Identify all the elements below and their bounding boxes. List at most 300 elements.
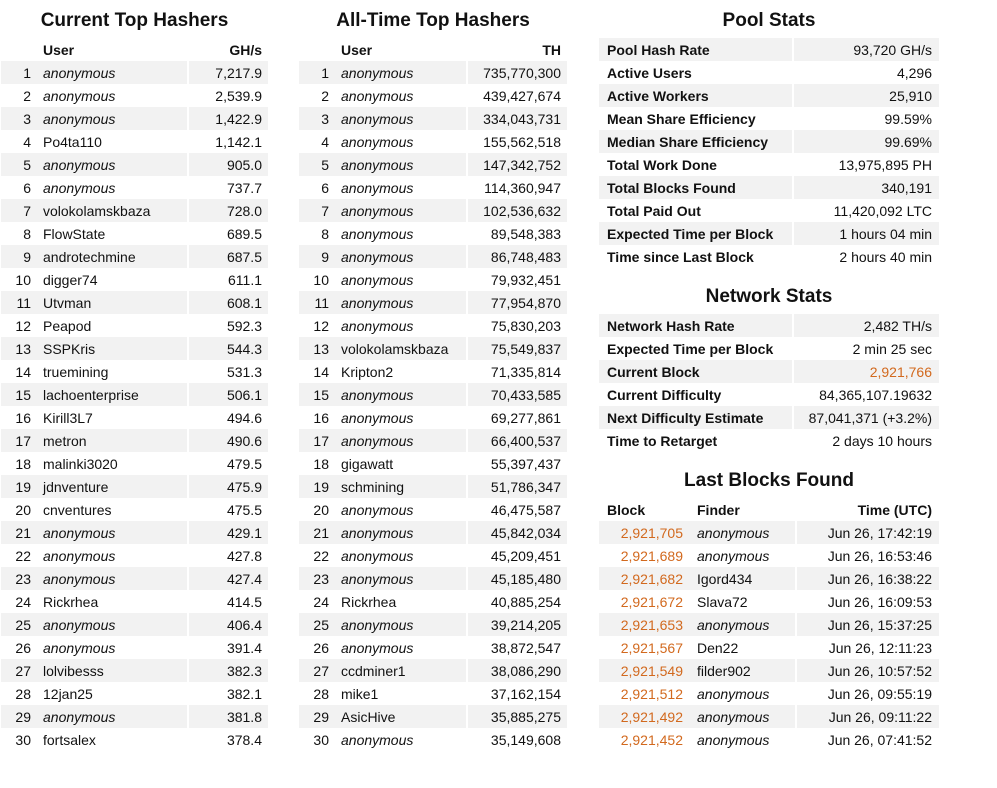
rank-cell: 9 <box>1 245 37 268</box>
rank-header <box>299 38 335 61</box>
table-row <box>1 590 268 613</box>
rank-cell: 7 <box>1 199 37 222</box>
table-row <box>599 590 939 613</box>
user-cell: digger74 <box>37 268 187 291</box>
last-blocks-title: Last Blocks Found <box>684 470 854 491</box>
rank-cell: 1 <box>299 61 335 84</box>
rank-cell: 19 <box>299 475 335 498</box>
user-cell: truemining <box>37 360 187 383</box>
stat-label: Time to Retarget <box>599 429 792 452</box>
rank-cell: 11 <box>299 291 335 314</box>
user-column-header: User <box>335 38 466 61</box>
rate-cell: 71,335,814 <box>466 360 567 383</box>
user-cell: cnventures <box>37 498 187 521</box>
rate-cell: 406.4 <box>187 613 268 636</box>
rate-cell: 77,954,870 <box>466 291 567 314</box>
stat-row <box>599 429 939 452</box>
user-cell: schmining <box>335 475 466 498</box>
rank-cell: 19 <box>1 475 37 498</box>
rate-cell: 1,422.9 <box>187 107 268 130</box>
time-cell: Jun 26, 16:53:46 <box>795 544 939 567</box>
user-cell: anonymous <box>37 153 187 176</box>
user-cell: anonymous <box>335 521 466 544</box>
rate-cell: 45,842,034 <box>466 521 567 544</box>
table-row <box>299 153 567 176</box>
finder-cell: anonymous <box>691 682 795 705</box>
table-row <box>1 245 268 268</box>
block-link[interactable]: 2,921,452 <box>599 728 691 751</box>
rank-cell: 30 <box>1 728 37 751</box>
rank-cell: 2 <box>1 84 37 107</box>
stat-row <box>599 406 939 429</box>
table-row <box>1 406 268 429</box>
table-row <box>1 728 268 751</box>
table-row <box>299 636 567 659</box>
table-row <box>1 107 268 130</box>
rank-cell: 23 <box>299 567 335 590</box>
table-row <box>299 360 567 383</box>
user-cell: Rickrhea <box>335 590 466 613</box>
rate-cell: 75,549,837 <box>466 337 567 360</box>
user-cell: anonymous <box>335 61 466 84</box>
table-row <box>1 130 268 153</box>
rank-cell: 15 <box>299 383 335 406</box>
pool-stats-table <box>599 38 939 268</box>
user-cell: jdnventure <box>37 475 187 498</box>
current-top-hashers-panel <box>1 0 268 751</box>
rank-cell: 22 <box>299 544 335 567</box>
stat-value: 2 hours 40 min <box>792 245 939 268</box>
table-row <box>299 199 567 222</box>
stat-label: Total Paid Out <box>599 199 792 222</box>
table-row <box>1 383 268 406</box>
table-row <box>1 314 268 337</box>
stat-row <box>599 38 939 61</box>
rate-cell: 35,885,275 <box>466 705 567 728</box>
user-cell: anonymous <box>335 222 466 245</box>
table-row <box>1 659 268 682</box>
table-row <box>1 521 268 544</box>
rate-cell: 689.5 <box>187 222 268 245</box>
rate-cell: 494.6 <box>187 406 268 429</box>
rank-cell: 28 <box>299 682 335 705</box>
user-cell: FlowState <box>37 222 187 245</box>
rate-cell: 611.1 <box>187 268 268 291</box>
rank-cell: 4 <box>1 130 37 153</box>
rate-cell: 475.5 <box>187 498 268 521</box>
table-row <box>1 360 268 383</box>
rank-cell: 14 <box>299 360 335 383</box>
table-row <box>299 567 567 590</box>
rank-cell: 8 <box>299 222 335 245</box>
alltime-top-hashers-title: All-Time Top Hashers <box>336 10 530 31</box>
stat-row <box>599 61 939 84</box>
user-cell: volokolamskbaza <box>37 199 187 222</box>
table-row <box>599 567 939 590</box>
user-cell: anonymous <box>335 84 466 107</box>
user-cell: anonymous <box>37 613 187 636</box>
user-cell: mike1 <box>335 682 466 705</box>
rate-cell: 429.1 <box>187 521 268 544</box>
user-cell: lolvibesss <box>37 659 187 682</box>
user-cell: anonymous <box>335 636 466 659</box>
block-link[interactable]: 2,921,512 <box>599 682 691 705</box>
block-link[interactable]: 2,921,672 <box>599 590 691 613</box>
finder-cell: filder902 <box>691 659 795 682</box>
user-cell: Kirill3L7 <box>37 406 187 429</box>
rate-cell: 79,932,451 <box>466 268 567 291</box>
stat-value: 93,720 GH/s <box>792 38 939 61</box>
table-row <box>299 176 567 199</box>
rank-cell: 5 <box>299 153 335 176</box>
rate-cell: 38,872,547 <box>466 636 567 659</box>
time-cell: Jun 26, 16:09:53 <box>795 590 939 613</box>
table-row <box>599 613 939 636</box>
rank-cell: 18 <box>299 452 335 475</box>
stat-value: 99.59% <box>792 107 939 130</box>
table-row <box>599 705 939 728</box>
table-row <box>1 176 268 199</box>
rank-cell: 15 <box>1 383 37 406</box>
table-row <box>299 452 567 475</box>
time-cell: Jun 26, 10:57:52 <box>795 659 939 682</box>
rank-cell: 27 <box>1 659 37 682</box>
table-row <box>299 475 567 498</box>
rate-cell: 608.1 <box>187 291 268 314</box>
rank-cell: 10 <box>299 268 335 291</box>
rate-cell: 75,830,203 <box>466 314 567 337</box>
user-cell: anonymous <box>335 728 466 751</box>
rate-cell: 1,142.1 <box>187 130 268 153</box>
table-row <box>1 153 268 176</box>
rank-cell: 11 <box>1 291 37 314</box>
user-cell: anonymous <box>37 544 187 567</box>
rate-cell: 155,562,518 <box>466 130 567 153</box>
table-row <box>299 659 567 682</box>
stats-panel <box>599 0 939 751</box>
table-row <box>1 429 268 452</box>
user-cell: Kripton2 <box>335 360 466 383</box>
stat-label: Median Share Efficiency <box>599 130 792 153</box>
rate-cell: 69,277,861 <box>466 406 567 429</box>
table-row <box>299 130 567 153</box>
stat-row <box>599 107 939 130</box>
user-cell: Utvman <box>37 291 187 314</box>
user-cell: anonymous <box>335 498 466 521</box>
user-cell: ccdminer1 <box>335 659 466 682</box>
rank-cell: 26 <box>299 636 335 659</box>
table-row <box>1 337 268 360</box>
table-row <box>599 521 939 544</box>
user-cell: anonymous <box>335 314 466 337</box>
time-cell: Jun 26, 16:38:22 <box>795 567 939 590</box>
table-row <box>299 107 567 130</box>
table-row <box>1 567 268 590</box>
stat-value: 2,482 TH/s <box>792 314 939 337</box>
user-cell: anonymous <box>37 176 187 199</box>
table-row <box>1 268 268 291</box>
rate-cell: 39,214,205 <box>466 613 567 636</box>
rate-cell: 35,149,608 <box>466 728 567 751</box>
user-cell: lachoenterprise <box>37 383 187 406</box>
finder-cell: anonymous <box>691 728 795 751</box>
rank-cell: 17 <box>1 429 37 452</box>
table-row <box>1 452 268 475</box>
block-link[interactable]: 2,921,705 <box>599 521 691 544</box>
stat-row <box>599 199 939 222</box>
rank-cell: 26 <box>1 636 37 659</box>
stat-row <box>599 360 939 383</box>
stat-value: 87,041,371 (+3.2%) <box>792 406 939 429</box>
table-row <box>299 245 567 268</box>
rate-cell: 737.7 <box>187 176 268 199</box>
rate-cell: 592.3 <box>187 314 268 337</box>
user-cell: Peapod <box>37 314 187 337</box>
block-link[interactable]: 2,921,682 <box>599 567 691 590</box>
table-row <box>299 544 567 567</box>
user-cell: volokolamskbaza <box>335 337 466 360</box>
rate-cell: 381.8 <box>187 705 268 728</box>
user-cell: anonymous <box>37 705 187 728</box>
rate-cell: 89,548,383 <box>466 222 567 245</box>
user-cell: malinki3020 <box>37 452 187 475</box>
rank-cell: 25 <box>299 613 335 636</box>
rate-cell: 687.5 <box>187 245 268 268</box>
rate-cell: 45,209,451 <box>466 544 567 567</box>
table-row <box>299 222 567 245</box>
rate-cell: 7,217.9 <box>187 61 268 84</box>
user-cell: anonymous <box>37 567 187 590</box>
rank-cell: 9 <box>299 245 335 268</box>
table-row <box>299 590 567 613</box>
rate-cell: 544.3 <box>187 337 268 360</box>
table-row <box>1 222 268 245</box>
rank-cell: 3 <box>299 107 335 130</box>
block-link[interactable]: 2,921,492 <box>599 705 691 728</box>
stat-row <box>599 130 939 153</box>
rank-cell: 18 <box>1 452 37 475</box>
user-cell: anonymous <box>335 268 466 291</box>
time-cell: Jun 26, 07:41:52 <box>795 728 939 751</box>
user-cell: metron <box>37 429 187 452</box>
table-row <box>299 682 567 705</box>
stat-label: Current Block <box>599 360 792 383</box>
stat-value: 340,191 <box>792 176 939 199</box>
pool-stats-title: Pool Stats <box>722 10 816 31</box>
user-cell: AsicHive <box>335 705 466 728</box>
stat-row <box>599 153 939 176</box>
rank-cell: 25 <box>1 613 37 636</box>
user-cell: anonymous <box>335 406 466 429</box>
time-cell: Jun 26, 17:42:19 <box>795 521 939 544</box>
stat-label: Next Difficulty Estimate <box>599 406 792 429</box>
finder-column-header: Finder <box>691 498 795 521</box>
table-row <box>299 728 567 751</box>
time-cell: Jun 26, 12:11:23 <box>795 636 939 659</box>
stat-row <box>599 84 939 107</box>
table-row <box>1 705 268 728</box>
rate-cell: 735,770,300 <box>466 61 567 84</box>
table-row <box>299 521 567 544</box>
stat-label: Pool Hash Rate <box>599 38 792 61</box>
stat-label: Time since Last Block <box>599 245 792 268</box>
table-row <box>299 613 567 636</box>
rate-cell: 506.1 <box>187 383 268 406</box>
rate-cell: 334,043,731 <box>466 107 567 130</box>
rate-cell: 114,360,947 <box>466 176 567 199</box>
user-cell: anonymous <box>37 61 187 84</box>
table-row <box>299 383 567 406</box>
stat-row <box>599 314 939 337</box>
rate-cell: 86,748,483 <box>466 245 567 268</box>
finder-cell: anonymous <box>691 521 795 544</box>
finder-cell: anonymous <box>691 705 795 728</box>
rate-cell: 427.4 <box>187 567 268 590</box>
stat-label: Active Workers <box>599 84 792 107</box>
rank-cell: 6 <box>1 176 37 199</box>
table-row <box>1 682 268 705</box>
rate-cell: 2,539.9 <box>187 84 268 107</box>
user-cell: gigawatt <box>335 452 466 475</box>
rate-cell: 490.6 <box>187 429 268 452</box>
rate-cell: 37,162,154 <box>466 682 567 705</box>
rank-cell: 24 <box>1 590 37 613</box>
block-link[interactable]: 2,921,567 <box>599 636 691 659</box>
rank-cell: 16 <box>299 406 335 429</box>
stat-value: 2 min 25 sec <box>792 337 939 360</box>
alltime-top-hashers-table <box>299 38 567 751</box>
finder-cell: Igord434 <box>691 567 795 590</box>
block-link[interactable]: 2,921,549 <box>599 659 691 682</box>
stat-row <box>599 245 939 268</box>
finder-cell: Den22 <box>691 636 795 659</box>
table-row <box>599 636 939 659</box>
user-cell: fortsalex <box>37 728 187 751</box>
table-row <box>299 314 567 337</box>
rank-cell: 20 <box>299 498 335 521</box>
block-link[interactable]: 2,921,689 <box>599 544 691 567</box>
rate-cell: 531.3 <box>187 360 268 383</box>
last-blocks-table <box>599 498 939 751</box>
th-column-header: TH <box>466 38 567 61</box>
stat-row <box>599 383 939 406</box>
stat-row <box>599 176 939 199</box>
user-cell: anonymous <box>335 429 466 452</box>
rate-cell: 378.4 <box>187 728 268 751</box>
rate-cell: 55,397,437 <box>466 452 567 475</box>
table-row <box>1 61 268 84</box>
current-top-hashers-rows <box>1 61 268 751</box>
user-cell: anonymous <box>37 84 187 107</box>
rank-cell: 10 <box>1 268 37 291</box>
stat-label: Expected Time per Block <box>599 337 792 360</box>
rank-cell: 13 <box>1 337 37 360</box>
table-row <box>299 498 567 521</box>
rank-cell: 2 <box>299 84 335 107</box>
rank-header <box>1 38 37 61</box>
finder-cell: anonymous <box>691 544 795 567</box>
user-cell: anonymous <box>335 107 466 130</box>
rank-cell: 29 <box>1 705 37 728</box>
stat-label: Network Hash Rate <box>599 314 792 337</box>
alltime-top-hashers-rows <box>299 61 567 751</box>
rank-cell: 24 <box>299 590 335 613</box>
table-row <box>1 636 268 659</box>
rank-cell: 12 <box>1 314 37 337</box>
user-cell: 12jan25 <box>37 682 187 705</box>
table-row <box>1 84 268 107</box>
rank-cell: 6 <box>299 176 335 199</box>
network-stats-table <box>599 314 939 452</box>
user-cell: anonymous <box>37 521 187 544</box>
rank-cell: 14 <box>1 360 37 383</box>
user-cell: SSPKris <box>37 337 187 360</box>
finder-cell: anonymous <box>691 613 795 636</box>
rate-cell: 66,400,537 <box>466 429 567 452</box>
user-cell: Rickrhea <box>37 590 187 613</box>
stat-value: 13,975,895 PH <box>792 153 939 176</box>
table-row <box>299 337 567 360</box>
rank-cell: 16 <box>1 406 37 429</box>
stat-value-link[interactable]: 2,921,766 <box>792 360 939 383</box>
user-cell: anonymous <box>335 544 466 567</box>
rate-cell: 102,536,632 <box>466 199 567 222</box>
rate-cell: 475.9 <box>187 475 268 498</box>
rate-cell: 51,786,347 <box>466 475 567 498</box>
stat-value: 99.69% <box>792 130 939 153</box>
rate-cell: 728.0 <box>187 199 268 222</box>
rank-cell: 17 <box>299 429 335 452</box>
user-cell: anonymous <box>335 383 466 406</box>
stat-label: Total Work Done <box>599 153 792 176</box>
rank-cell: 28 <box>1 682 37 705</box>
network-stats-title: Network Stats <box>705 286 833 307</box>
user-cell: anonymous <box>335 176 466 199</box>
rank-cell: 8 <box>1 222 37 245</box>
user-cell: anonymous <box>335 567 466 590</box>
alltime-top-hashers-panel <box>299 0 567 751</box>
stat-value: 1 hours 04 min <box>792 222 939 245</box>
user-cell: anonymous <box>335 153 466 176</box>
rank-cell: 29 <box>299 705 335 728</box>
table-row <box>299 268 567 291</box>
block-column-header: Block <box>599 498 691 521</box>
table-row <box>599 659 939 682</box>
stat-label: Active Users <box>599 61 792 84</box>
table-row <box>599 544 939 567</box>
rate-cell: 382.1 <box>187 682 268 705</box>
table-row <box>1 475 268 498</box>
time-cell: Jun 26, 15:37:25 <box>795 613 939 636</box>
rate-cell: 479.5 <box>187 452 268 475</box>
block-link[interactable]: 2,921,653 <box>599 613 691 636</box>
table-row <box>299 84 567 107</box>
rate-cell: 427.8 <box>187 544 268 567</box>
rate-cell: 382.3 <box>187 659 268 682</box>
rank-cell: 23 <box>1 567 37 590</box>
table-row <box>299 429 567 452</box>
rank-cell: 5 <box>1 153 37 176</box>
time-cell: Jun 26, 09:11:22 <box>795 705 939 728</box>
user-cell: anonymous <box>335 130 466 153</box>
current-top-hashers-table <box>1 38 268 751</box>
rank-cell: 21 <box>1 521 37 544</box>
rank-cell: 21 <box>299 521 335 544</box>
table-row <box>1 199 268 222</box>
table-row <box>1 291 268 314</box>
table-row <box>1 613 268 636</box>
ghs-column-header: GH/s <box>187 38 268 61</box>
